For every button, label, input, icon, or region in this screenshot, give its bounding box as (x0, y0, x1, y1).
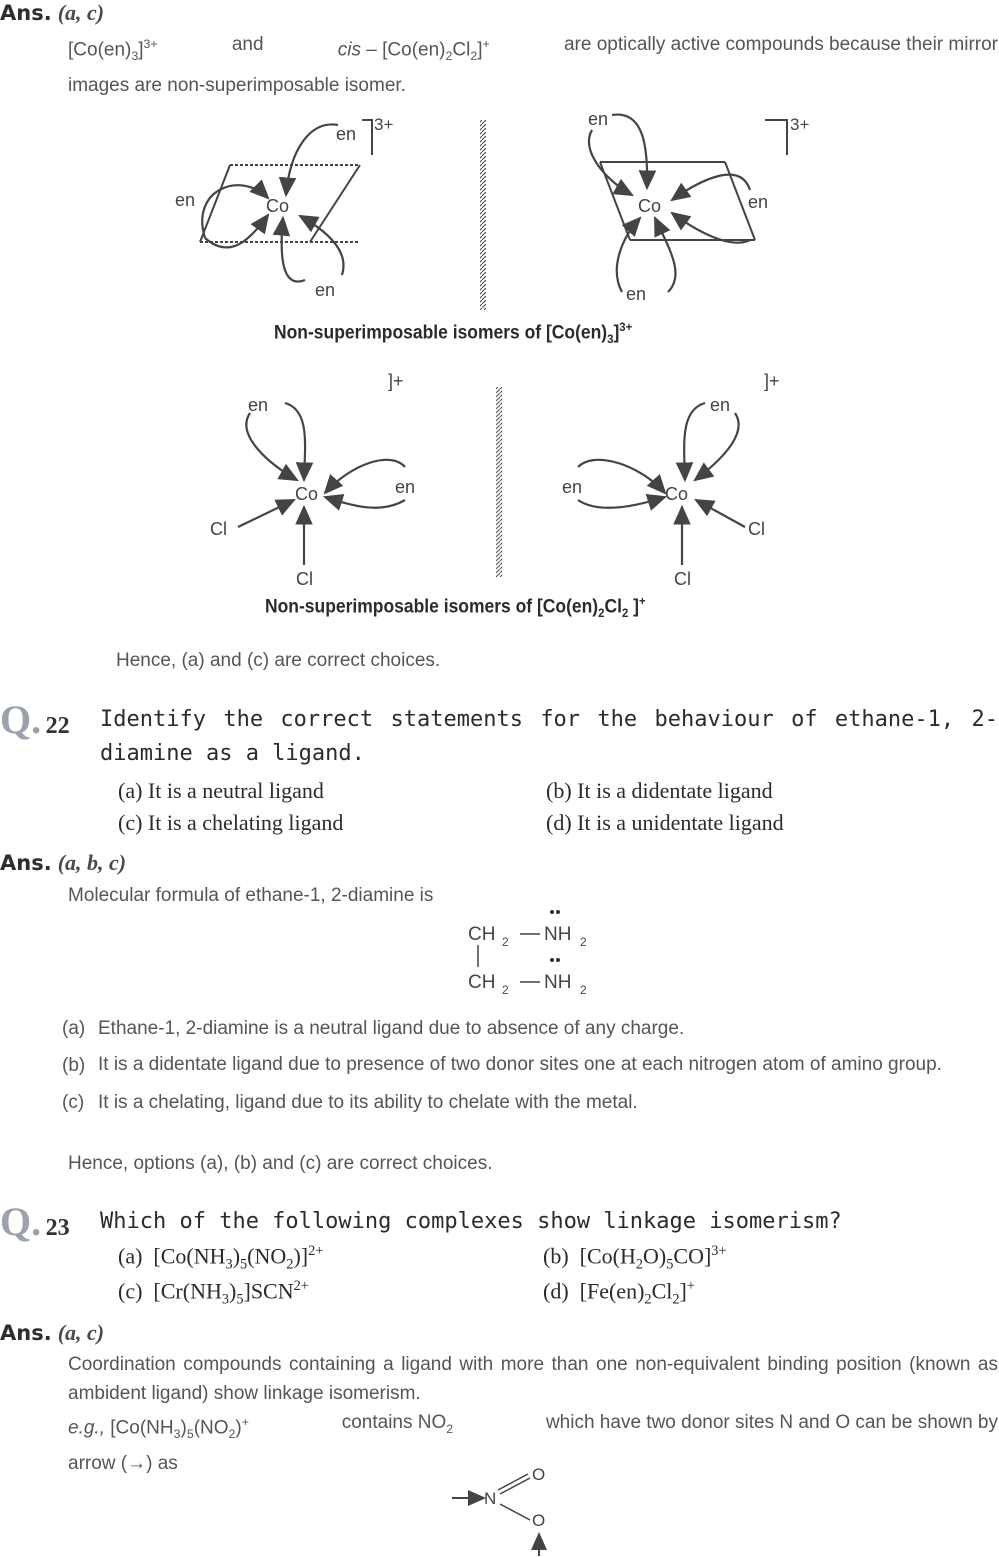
en-label: en (626, 284, 647, 304)
answer-23-para-3: arrow (→) as (68, 1453, 178, 1475)
cl-label: Cl (674, 569, 691, 589)
answer-23-para-2: e.g., [$Co(NH_3)_5(NO_2)^+$ contains $NO_2$ which have two donor sites N and O can be shown by (68, 1412, 998, 1442)
charge-label: ]+ (764, 371, 780, 391)
question-mark-label: Q. (0, 1199, 42, 1244)
answer-21-line-1-tail: are optically active compounds because their mirror (563, 34, 998, 55)
figure-1-caption: Non-superimposable isomers of $[Co(en)_3]^{3+}$ (274, 320, 633, 347)
en-label: en (562, 477, 583, 497)
question-mark-label: Q. (0, 697, 42, 742)
o-atom: O (532, 1465, 546, 1484)
answer-22-intro: Molecular formula of ethane-1, 2-diamine is (68, 885, 434, 906)
co-en3-isomers-figure (150, 100, 850, 320)
answer-22-conclusion: Hence, options (a), (b) and (c) are correct choices. (68, 1153, 493, 1174)
answer-label: Ans. (0, 1, 52, 25)
svg-text:2: 2 (580, 935, 587, 949)
ch2-group: CH (468, 972, 496, 993)
en-label: en (588, 109, 609, 129)
en-label: en (315, 280, 336, 300)
right-isomer (562, 371, 780, 589)
ethylenediamine-structure (460, 905, 620, 1000)
word-cis: cis (337, 39, 362, 61)
q23-option-a: (a) $[Co(NH_3)_5(NO_2)]^{2+}$ (118, 1243, 324, 1273)
answer-21-conclusion: Hence, (a) and (c) are correct choices. (116, 650, 441, 671)
answer-point: (b) It is a didentate ligand due to presence of two donor sites one at each nitrogen atom of amino group. (62, 1054, 942, 1076)
question-22-text: Identify the correct statements for the behaviour of ethane-1, 2-diamine as a ligand. (100, 707, 998, 766)
word-and: and (231, 34, 264, 55)
question-number: 23 (45, 1215, 70, 1241)
cl-label: Cl (296, 569, 313, 589)
answer-22-header (0, 850, 126, 876)
answer-options: (a, c) (57, 0, 105, 25)
q22-option-c: (c) It is a chelating ligand (118, 810, 344, 835)
answer-21-header (0, 0, 104, 26)
answer-label: Ans. (0, 851, 52, 875)
nitrite-ambidentate-diagram (440, 1460, 580, 1557)
en-label: en (336, 124, 357, 144)
nh2-group: NH (544, 924, 572, 945)
mirror-plane (496, 387, 502, 577)
answer-options: (a, b, c) (57, 850, 127, 875)
cl-label: Cl (748, 519, 765, 539)
svg-text:2: 2 (580, 983, 587, 997)
answer-label: Ans. (0, 1321, 52, 1345)
en-label: en (748, 192, 769, 212)
answer-21-line-2: images are non-superimposable isomer. (68, 75, 406, 97)
question-23-text: Which of the following complexes show linkage isomerism? (100, 1209, 842, 1234)
q23-option-c: (c) $[Cr(NH_3)_5]SCN^{2+}$ (118, 1278, 309, 1308)
left-isomer (175, 115, 393, 300)
ch2-group: CH (468, 924, 496, 945)
en-label: en (248, 395, 269, 415)
answer-21-text (68, 30, 998, 100)
en-label: en (710, 395, 731, 415)
question-number: 22 (45, 713, 70, 739)
n-atom: N (484, 1489, 497, 1508)
en-label: en (395, 477, 416, 497)
answer-23-text (68, 1350, 998, 1478)
answer-23-para-1: Coordination compounds containing a ligand with more than one non-equivalent binding position (known as ambident ligand) show linkage isomerism. (68, 1354, 998, 1404)
question-23-marker (0, 1198, 70, 1245)
answer-point: (a) Ethane-1, 2-diamine is a neutral ligand due to absence of any charge. (62, 1018, 685, 1039)
co-label: Co (295, 484, 319, 504)
answer-options: (a, c) (57, 1320, 105, 1345)
figure-2-caption: Non-superimposable isomers of [$Co(en)_2Cl_2$ ]+ (265, 594, 646, 621)
svg-text:2: 2 (502, 935, 509, 949)
svg-text:2: 2 (502, 983, 509, 997)
nh2-group: NH (544, 972, 572, 993)
mirror-plane (480, 120, 486, 310)
cl-label: Cl (210, 519, 227, 539)
q22-option-d: (d) It is a unidentate ligand (546, 810, 784, 835)
q23-option-b: (b) $[Co(H_2O)_5CO]^{3+}$ (543, 1243, 727, 1273)
co-label: Co (665, 484, 689, 504)
q22-option-a: (a) It is a neutral ligand (118, 778, 324, 803)
co-label: Co (638, 196, 662, 216)
charge-label: 3+ (790, 115, 810, 134)
q23-option-d: (d) $[Fe(en)_2Cl_2]^+$ (543, 1278, 695, 1308)
answer-21-line-1: $[Co(en)_3]^{3+}$ and cis – $[Co(en)_2Cl_2]^+$ are optically active compounds because their mirror (68, 30, 998, 71)
en-label: en (175, 190, 196, 210)
charge-label: 3+ (374, 115, 394, 134)
answer-23-header (0, 1320, 104, 1346)
left-isomer (210, 371, 415, 589)
charge-label: ]+ (388, 371, 404, 391)
right-isomer (588, 109, 809, 304)
question-22-marker (0, 696, 70, 743)
answer-point: (c) It is a chelating, ligand due to its ability to chelate with the metal. (62, 1092, 638, 1113)
o-atom: O (532, 1511, 546, 1530)
co-label: Co (266, 196, 290, 216)
co-en2-cl2-isomers-figure (200, 365, 800, 595)
q22-option-b: (b) It is a didentate ligand (546, 778, 773, 803)
answer-22-points (62, 1014, 998, 1117)
